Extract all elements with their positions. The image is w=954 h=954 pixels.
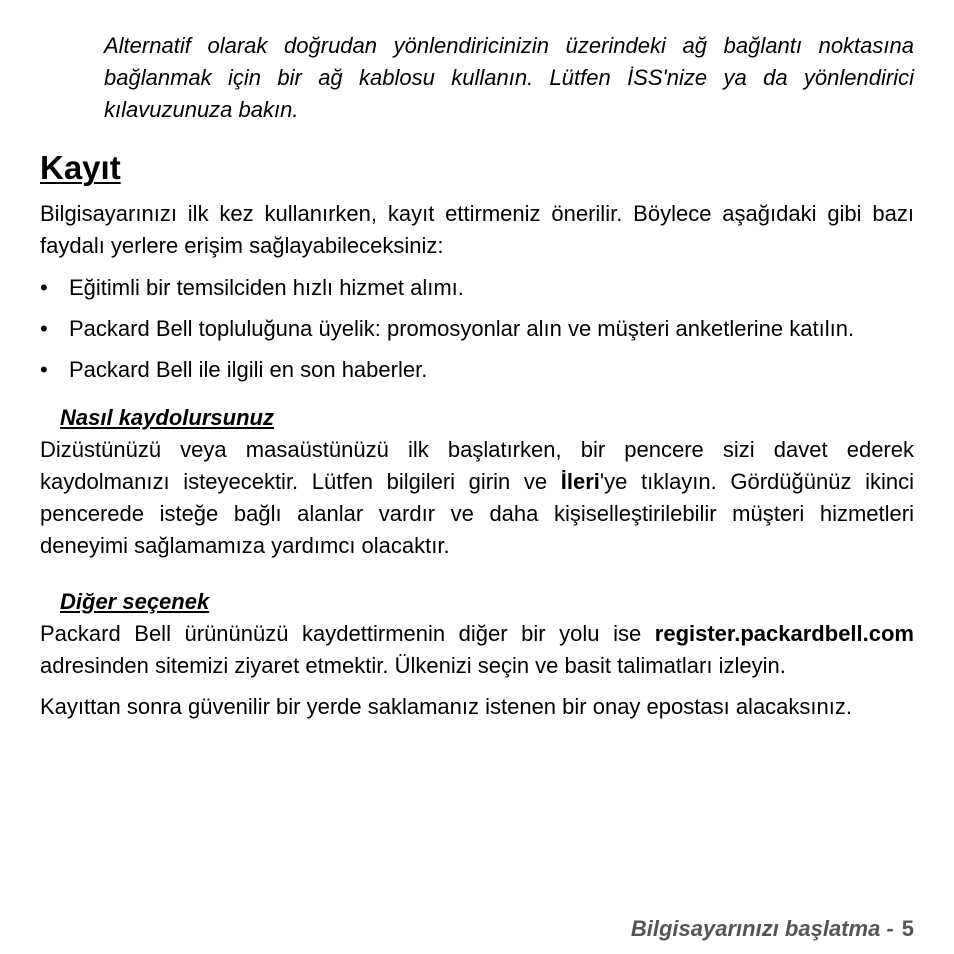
- list-item: [40, 272, 914, 304]
- page-number: 5: [901, 916, 914, 941]
- page-footer: [631, 913, 914, 945]
- registration-url: register.packardbell.com: [654, 621, 914, 646]
- intro-note: Alternatif olarak doğrudan yönlendiricinizin üzerindeki ağ bağlantı noktasına bağlanmak için bir ağ kablosu kullanın. Lütfen İSS'nize ya da yönlendirici kılavuzunuza bakın.: [104, 33, 914, 122]
- footer-label: Bilgisayarınızı başlatma -: [630, 916, 894, 941]
- other-option-paragraph: [40, 618, 914, 682]
- bullet-icon: •: [40, 275, 48, 300]
- list-item-text: Eğitimli bir temsilciden hızlı hizmet alımı.: [69, 275, 464, 300]
- list-item-text: Packard Bell topluluğuna üyelik: promosyonlar alın ve müşteri anketlerine katılın.: [69, 316, 855, 341]
- list-item: [40, 354, 914, 386]
- paragraph-text: Packard Bell ürününüzü kaydettirmenin diğer bir yolu ise: [40, 621, 655, 646]
- next-button-reference: İleri: [560, 469, 600, 494]
- paragraph-text: adresinden sitemizi ziyaret etmektir. Ülkenizi seçin ve basit talimatları izleyin.: [40, 653, 786, 678]
- list-item-text: Packard Bell ile ilgili en son haberler.: [69, 357, 428, 382]
- subheading-how-to-register: Nasıl kaydolursunuz: [60, 405, 274, 430]
- section-intro-paragraph: Bilgisayarınızı ilk kez kullanırken, kayıt ettirmeniz önerilir. Böylece aşağıdaki gibi bazı faydalı yerlere erişim sağlayabileceksiniz:: [40, 201, 914, 258]
- confirmation-paragraph: Kayıttan sonra güvenilir bir yerde saklamanız istenen bir onay epostası alacaksınız.: [40, 694, 852, 719]
- bullet-icon: •: [40, 357, 48, 382]
- how-to-register-paragraph: [40, 434, 914, 562]
- list-item: [40, 313, 914, 345]
- subheading-other-option: Diğer seçenek: [60, 589, 210, 614]
- bullet-icon: •: [40, 316, 48, 341]
- section-title: Kayıt: [40, 149, 121, 186]
- benefits-list: [40, 272, 914, 386]
- paragraph-text: Dizüstünüzü veya masaüstünüzü ilk başlatırken, bir pencere sizi davet ederek kaydolmanızı isteyecektir. Lütfen bilgileri girin ve: [40, 437, 914, 494]
- paragraph-text: 'ye tıklayın. Gördüğünüz ikinci pencerede isteğe bağlı alanlar vardır ve daha kişiselleştirilebilir müşteri hizmetleri deneyimi sağlamamıza yardımcı olacaktır.: [40, 469, 914, 558]
- document-page: [40, 30, 914, 723]
